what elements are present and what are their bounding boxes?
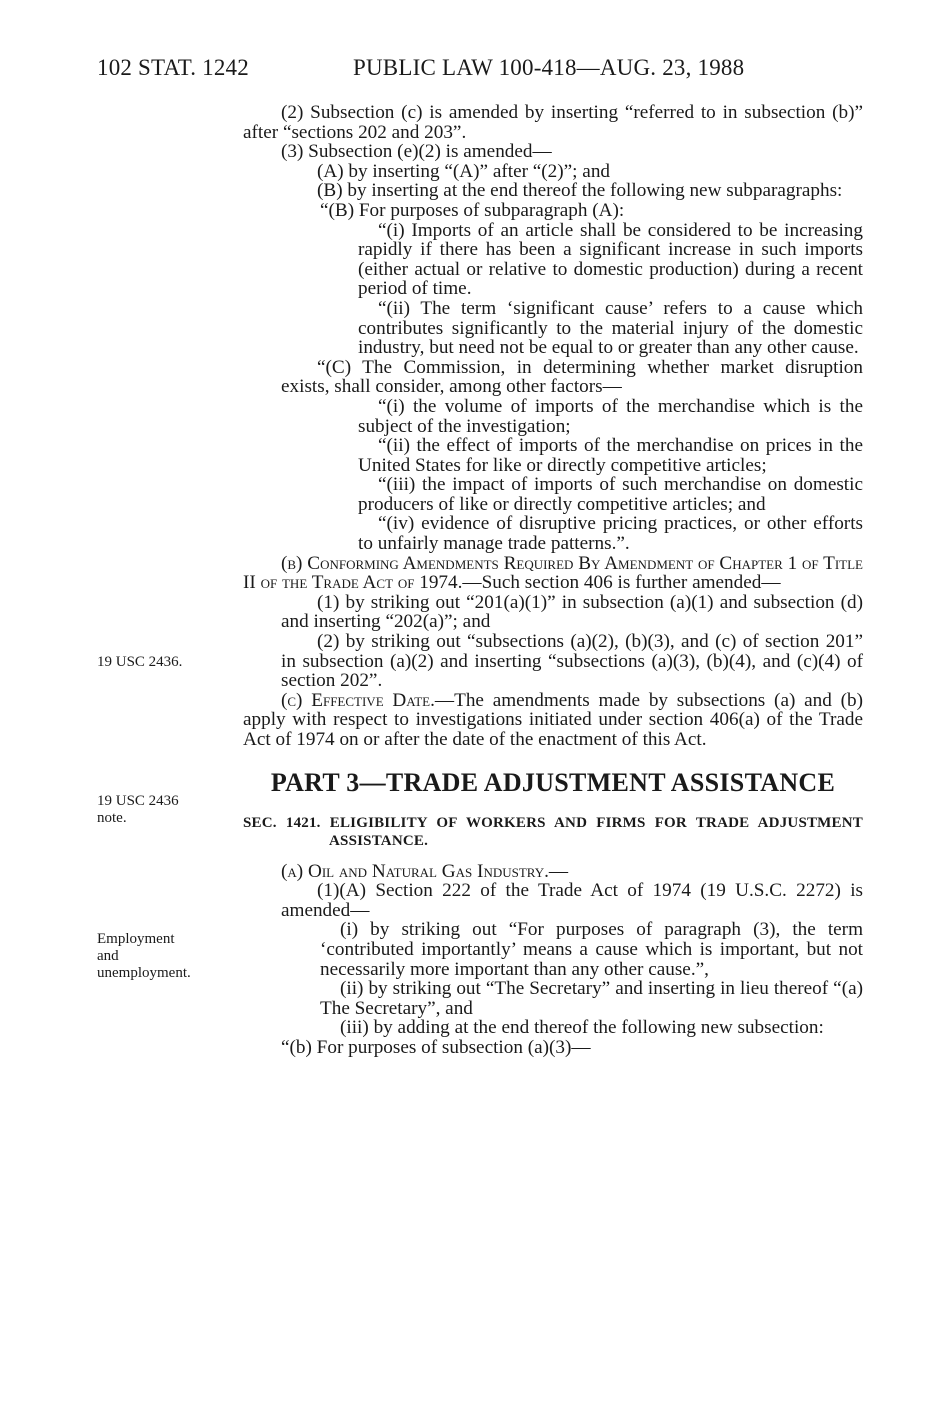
paragraph — [243, 691, 863, 750]
paragraph: “(ii) the effect of imports of the merchandise on prices in the United States for like or directly competitive articles; — [358, 435, 863, 476]
subsection-heading: (b) Conforming Amendments Required By Amendment of Chapter 1 of Title II of the Trade Act of 1974. — [243, 552, 863, 594]
paragraph: “(iii) the impact of imports of such merchandise on domestic producers of like or directly competitive articles; and — [358, 474, 863, 515]
margin-note-text: and — [97, 948, 119, 964]
paragraph: “(i) Imports of an article shall be considered to be increasing rapidly if there has been a significant increase in such imports (either actual or relative to domestic production) during a recent period of time. — [358, 219, 863, 300]
paragraph: (A) by inserting “(A)” after “(2)”; and — [317, 160, 611, 182]
paragraph: (1)(A) Section 222 of the Trade Act of 1974 (19 U.S.C. 2272) is amended— — [281, 880, 863, 921]
margin-note-text: unemployment. — [97, 965, 191, 981]
paragraph: “(ii) The term ‘significant cause’ refers to a cause which contributes significantly to the material injury of the domestic industry, but need not be equal to or greater than any other cause. — [358, 297, 863, 359]
part-heading: PART 3—TRADE ADJUSTMENT ASSISTANCE — [270, 767, 836, 797]
paragraph: (B) by inserting at the end thereof the following new subparagraphs: — [317, 180, 843, 202]
margin-note-text: 19 USC 2436 — [97, 793, 179, 809]
statute-body — [243, 103, 863, 1058]
paragraph: “(C) The Commission, in determining whether market disruption exists, shall consider, among other factors— — [281, 356, 863, 398]
paragraph — [243, 862, 863, 882]
running-header — [0, 55, 940, 87]
margin-note-text: note. — [97, 810, 127, 826]
paragraph-text: — — [548, 860, 569, 882]
paragraph: (2) Subsection (c) is amended by inserting “referred to in subsection (b)” after “sections 202 and 203”. — [243, 102, 863, 143]
margin-note-text: Employment — [97, 931, 175, 947]
paragraph: “(i) the volume of imports of the merchandise which is the subject of the investigation; — [358, 395, 863, 437]
subsection-heading: (a) Oil and Natural Gas Industry. — [281, 860, 549, 882]
margin-note-text: 19 USC 2436. — [97, 654, 183, 670]
paragraph: (ii) by striking out “The Secretary” and inserting in lieu thereof “(a) The Secretary”, and — [320, 978, 863, 1019]
paragraph: “(B) For purposes of subparagraph (A): — [320, 199, 625, 221]
paragraph: (2) by striking out “subsections (a)(2), (b)(3), and (c) of section 201” in subsection (a)(2) and inserting “subsections (a)(3), (b)(4), and (c)(4) of section 202”. — [281, 631, 863, 692]
margin-note-usc-2436 — [97, 654, 227, 671]
paragraph: (3) Subsection (e)(2) is amended— — [281, 141, 552, 163]
paragraph-text: —The amendments made by subsections (a) and (b) apply with respect to investigations initiated under section 406(a) of the Trade Act of 1974 on or after the date of the enactment of this Act. — [243, 689, 864, 750]
margin-note-employment — [97, 931, 227, 982]
stat-page-number: 102 STAT. 1242 — [97, 55, 249, 80]
paragraph: “(iv) evidence of disruptive pricing practices, or other efforts to unfairly manage trade patterns.”. — [358, 513, 863, 555]
paragraph-text: —Such section 406 is further amended— — [462, 572, 781, 594]
paragraph: (1) by striking out “201(a)(1)” in subsection (a)(1) and subsection (d) and inserting “202(a)”; and — [281, 591, 863, 633]
paragraph: (i) by striking out “For purposes of paragraph (3), the term ‘contributed importantly’ means a cause which is important, but not necessarily more important than any other cause.”, — [320, 919, 863, 980]
paragraph — [243, 554, 863, 593]
margin-note-usc-2436-note — [97, 793, 227, 827]
public-law-title: PUBLIC LAW 100-418—AUG. 23, 1988 — [353, 55, 745, 80]
paragraph: “(b) For purposes of subsection (a)(3)— — [281, 1036, 591, 1058]
paragraph: (iii) by adding at the end thereof the following new subsection: — [340, 1017, 824, 1039]
section-heading: SEC. 1421. ELIGIBILITY OF WORKERS AND FIRMS FOR TRADE ADJUSTMENT ASSISTANCE. — [243, 814, 863, 849]
subsection-heading: (c) Effective Date. — [281, 689, 435, 711]
